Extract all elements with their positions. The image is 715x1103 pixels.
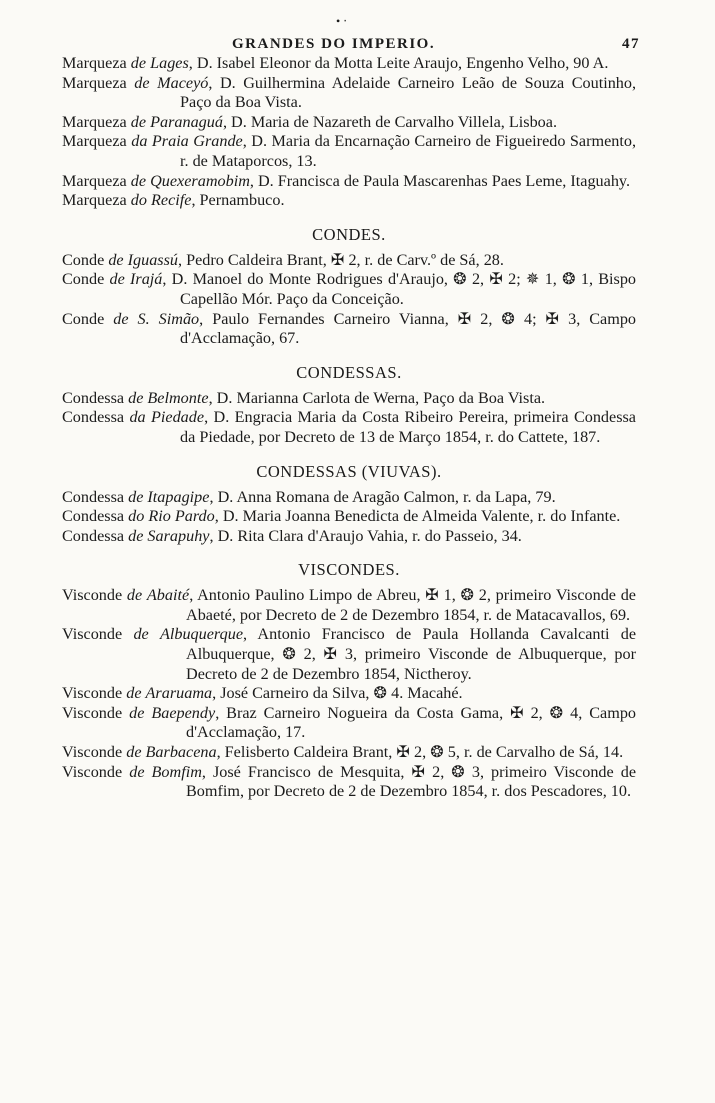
page — [62, 32, 640, 802]
entry-place: Iguassú — [127, 250, 179, 269]
entry-place: Quexeramobim — [150, 171, 250, 190]
entry-title: Conde — [62, 309, 105, 328]
entry-prep: do — [128, 507, 145, 526]
entry-place: S. Simão — [137, 309, 200, 328]
entry-details: , D. Maria Joanna Benedicta de Almeida Valente, r. do Infante. — [214, 507, 621, 526]
entry-place: Itapagipe — [147, 487, 210, 506]
entry-place: Baependy — [151, 703, 216, 722]
entry-title: Conde — [62, 270, 105, 289]
entry-prep: de — [126, 586, 143, 605]
running-head — [62, 32, 640, 54]
entry-details: , Braz Carneiro Nogueira da Costa Gama, ✠ 2, ❂ 4, Campo d'Acclamação, 17. — [186, 703, 637, 742]
entry-details: , Antonio Francisco de Paula Hollanda Cavalcanti de Albuquerque, ❂ 2, ✠ 3, primeiro Visconde de Albuquerque, por Decreto de 2 de Dezembro 1854, Nictheroy. — [186, 625, 637, 683]
entry-title: Visconde — [62, 762, 123, 781]
entry-prep: da — [131, 132, 148, 151]
entry — [62, 172, 636, 192]
entry-title: Conde — [62, 250, 105, 269]
entry-title: Condessa — [62, 487, 125, 506]
entry — [62, 488, 636, 508]
entry — [62, 507, 636, 527]
entry — [62, 113, 636, 133]
entry-prep: de — [128, 487, 144, 506]
entry-prep: de — [130, 171, 147, 190]
entry — [62, 191, 636, 211]
entry-details: , D. Engracia Maria da Costa Ribeiro Pereira, primeira Condessa da Piedade, por Decreto de 13 de Março 1854, r. do Cattete, 187. — [180, 408, 636, 446]
entry-prep: de — [130, 112, 147, 131]
entry-place: Lages — [150, 54, 189, 72]
entry — [62, 270, 636, 309]
entry — [62, 389, 636, 409]
entry — [62, 625, 636, 684]
entry-details: , D. Guilhermina Adelaide Carneiro Leão de Souza Coutinho, Paço da Boa Vista. — [180, 73, 637, 112]
entry — [62, 763, 636, 802]
entry-title: Visconde — [62, 586, 123, 605]
entry — [62, 54, 636, 74]
entries-container — [62, 54, 636, 802]
entry-prep: de — [130, 54, 147, 72]
entry-title: Marqueza — [62, 132, 127, 151]
entry-prep: de — [133, 625, 149, 644]
section-heading: CONDES. — [312, 224, 386, 244]
entry-place: Irajá — [130, 270, 163, 289]
entry-prep: de — [113, 309, 129, 328]
entry-details: , Felisberto Caldeira Brant, ✠ 2, ❂ 5, r. de Carvalho de Sá, 14. — [216, 743, 624, 762]
entry-details: , José Francisco de Mesquita, ✠ 2, ❂ 3, primeiro Visconde de Bomfim, por Decreto de 2 de Dezembro 1854, r. dos Pescadores, 10. — [186, 762, 637, 801]
entry-prep: do — [130, 191, 147, 210]
entry-title: Marqueza — [62, 191, 127, 210]
entry — [62, 684, 636, 704]
entry-prep: de — [108, 250, 124, 269]
entry-title: Condessa — [62, 526, 125, 545]
entry — [62, 132, 636, 171]
header-dots: • ‧ — [336, 14, 348, 28]
entry-details: , D. Francisca de Paula Mascarenhas Paes Leme, Itaguahy. — [249, 171, 631, 190]
entry-place: Araruama — [145, 684, 213, 703]
entry-place: Recife — [151, 191, 192, 210]
entry-place: Albuquerque — [159, 625, 244, 644]
entry-prep: de — [126, 684, 142, 703]
entry-details: , Antonio Paulino Limpo de Abreu, ✠ 1, ❂ 2, primeiro Visconde de Abaeté, por Decreto de 2 de Dezembro 1854, r. de Matacavallos, 69. — [186, 586, 636, 624]
entry-details: , Pedro Caldeira Brant, ✠ 2, r. de Carv.º de Sá, 28. — [178, 250, 504, 269]
entry-title: Visconde — [62, 684, 123, 703]
entry-details: , D. Rita Clara d'Araujo Vahia, r. do Passeio, 34. — [209, 526, 522, 545]
entry-details: , D. Marianna Carlota de Werna, Paço da Boa Vista. — [208, 388, 546, 407]
entry-prep: de — [128, 388, 144, 407]
entry-prep: de — [129, 703, 145, 722]
section-heading: VISCONDES. — [298, 560, 400, 580]
entry-place: Bomfim — [151, 762, 202, 781]
section-heading: CONDESSAS. — [296, 362, 402, 382]
entry-prep: de — [109, 270, 125, 289]
entry-prep: de — [134, 73, 150, 92]
entry — [62, 527, 636, 547]
entry-place: Belmonte — [147, 388, 209, 407]
entry — [62, 408, 636, 447]
entry-place: Barbacena — [145, 743, 217, 762]
entry-title: Marqueza — [62, 73, 127, 92]
entry-prep: de — [129, 762, 145, 781]
entry-place: Abaité — [146, 586, 190, 605]
entry-details: , D. Isabel Eleonor da Motta Leite Araujo, Engenho Velho, 90 A. — [188, 54, 609, 72]
entry-place: Paranaguá — [150, 112, 223, 131]
entry-details: , D. Maria de Nazareth de Carvalho Villela, Lisboa. — [222, 112, 557, 131]
entry-place: Maceyó — [157, 73, 209, 92]
entry-details: , José Carneiro da Silva, ❂ 4. Macahé. — [212, 684, 463, 703]
page-number: 47 — [622, 36, 640, 52]
entry-title: Marqueza — [62, 54, 127, 72]
entry-place: Praia Grande — [151, 132, 243, 151]
running-title: GRANDES DO IMPERIO. — [232, 36, 436, 52]
entry-details: , Pernambuco. — [191, 191, 285, 210]
entry — [62, 586, 636, 625]
entry-title: Marqueza — [62, 112, 127, 131]
entry — [62, 310, 636, 349]
entry-prep: de — [126, 743, 142, 762]
entry-title: Visconde — [62, 703, 123, 722]
entry-place: Sarapuhy — [147, 526, 210, 545]
entry — [62, 74, 636, 113]
entry-place: Piedade — [151, 408, 205, 427]
entry — [62, 704, 636, 743]
entry-prep: de — [128, 526, 144, 545]
entry-details: , D. Maria da Encarnação Carneiro de Figueiredo Sarmento, r. de Mataporcos, 13. — [180, 132, 637, 170]
entry — [62, 251, 636, 271]
entry-place: Rio Pardo — [148, 507, 215, 526]
entry-details: , Paulo Fernandes Carneiro Vianna, ✠ 2, ❂ 4; ✠ 3, Campo d'Acclamação, 67. — [180, 309, 637, 348]
entry-title: Condessa — [62, 408, 125, 427]
entry-details: , D. Anna Romana de Aragão Calmon, r. da Lapa, 79. — [209, 487, 556, 506]
entry-title: Marqueza — [62, 171, 127, 190]
entry-title: Visconde — [62, 625, 123, 644]
entry-prep: da — [129, 408, 146, 427]
entry-title: Condessa — [62, 388, 125, 407]
entry-details: , D. Manoel do Monte Rodrigues d'Araujo, ❂ 2, ✠ 2; ✵ 1, ❂ 1, Bispo Capellão Mór. Paço da Conceição. — [162, 270, 637, 308]
section-heading: CONDESSAS (VIUVAS). — [256, 461, 442, 481]
entry-title: Condessa — [62, 507, 125, 526]
entry-title: Visconde — [62, 743, 123, 762]
entry — [62, 743, 636, 763]
